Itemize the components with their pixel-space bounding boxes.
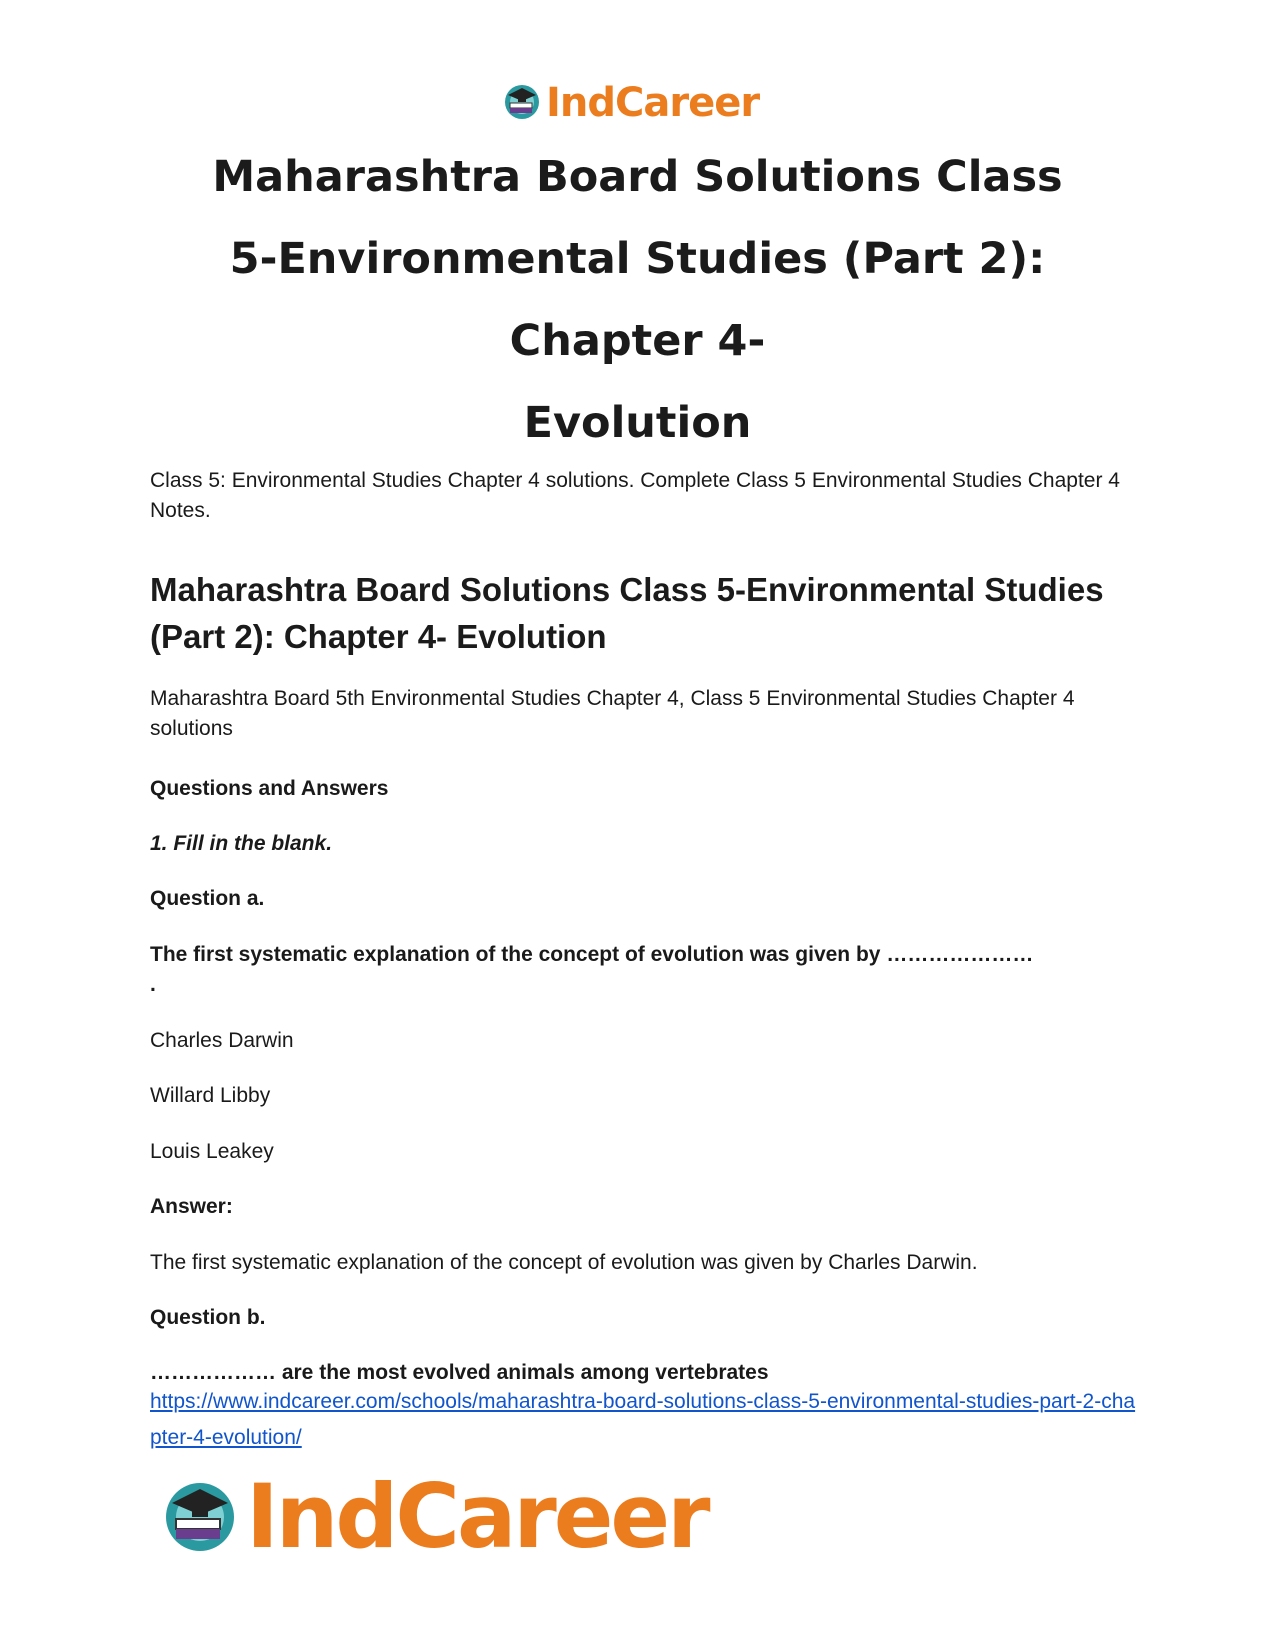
title-line: Evolution: [523, 398, 752, 448]
answer-text: The first systematic explanation of the concept of evolution was given by Charles Darwin.: [150, 1251, 978, 1274]
question-b-label: Question b.: [150, 1306, 266, 1329]
question-a-period: .: [150, 973, 156, 996]
fill-in-blank-heading: 1. Fill in the blank.: [150, 832, 333, 855]
graduation-cap-book-globe-icon: [502, 81, 542, 126]
qa-heading: Questions and Answers: [150, 777, 389, 800]
title-line: 5-Environmental Studies (Part 2): Chapter 4-: [229, 234, 1046, 366]
question-b-text: ……………… are the most evolved animals among vertebrates: [150, 1361, 769, 1384]
main-content: [150, 466, 1135, 744]
logo-wordmark: IndCareer: [546, 80, 760, 126]
intro-paragraph: Class 5: Environmental Studies Chapter 4 solutions. Complete Class 5 Environmental Studies Chapter 4 Notes.: [150, 469, 1120, 522]
option-item: Willard Libby: [150, 1084, 271, 1107]
option-item: Charles Darwin: [150, 1029, 294, 1052]
page-title: [130, 136, 1145, 464]
option-item: Louis Leakey: [150, 1140, 274, 1163]
answer-label: Answer:: [150, 1195, 233, 1218]
header-logo: [502, 80, 759, 126]
footer-logo: [160, 1465, 708, 1568]
source-url-link[interactable]: https://www.indcareer.com/schools/maharashtra-board-solutions-class-5-environmental-studies-part-2-chapter-4-evolution/: [150, 1390, 1136, 1449]
section-heading: Maharashtra Board Solutions Class 5-Environmental Studies (Part 2): Chapter 4- Evolution: [150, 571, 1104, 655]
section-description: Maharashtra Board 5th Environmental Studies Chapter 4, Class 5 Environmental Studies Chapter 4 solutions: [150, 687, 1075, 740]
question-a-label: Question a.: [150, 887, 265, 910]
title-line: Maharashtra Board Solutions Class: [212, 152, 1063, 202]
question-a-text: [150, 940, 1140, 1000]
logo-wordmark: IndCareer: [246, 1465, 708, 1568]
graduation-cap-book-globe-icon: [160, 1475, 240, 1560]
question-a-statement: The first systematic explanation of the concept of evolution was given by …………………: [150, 943, 1034, 966]
